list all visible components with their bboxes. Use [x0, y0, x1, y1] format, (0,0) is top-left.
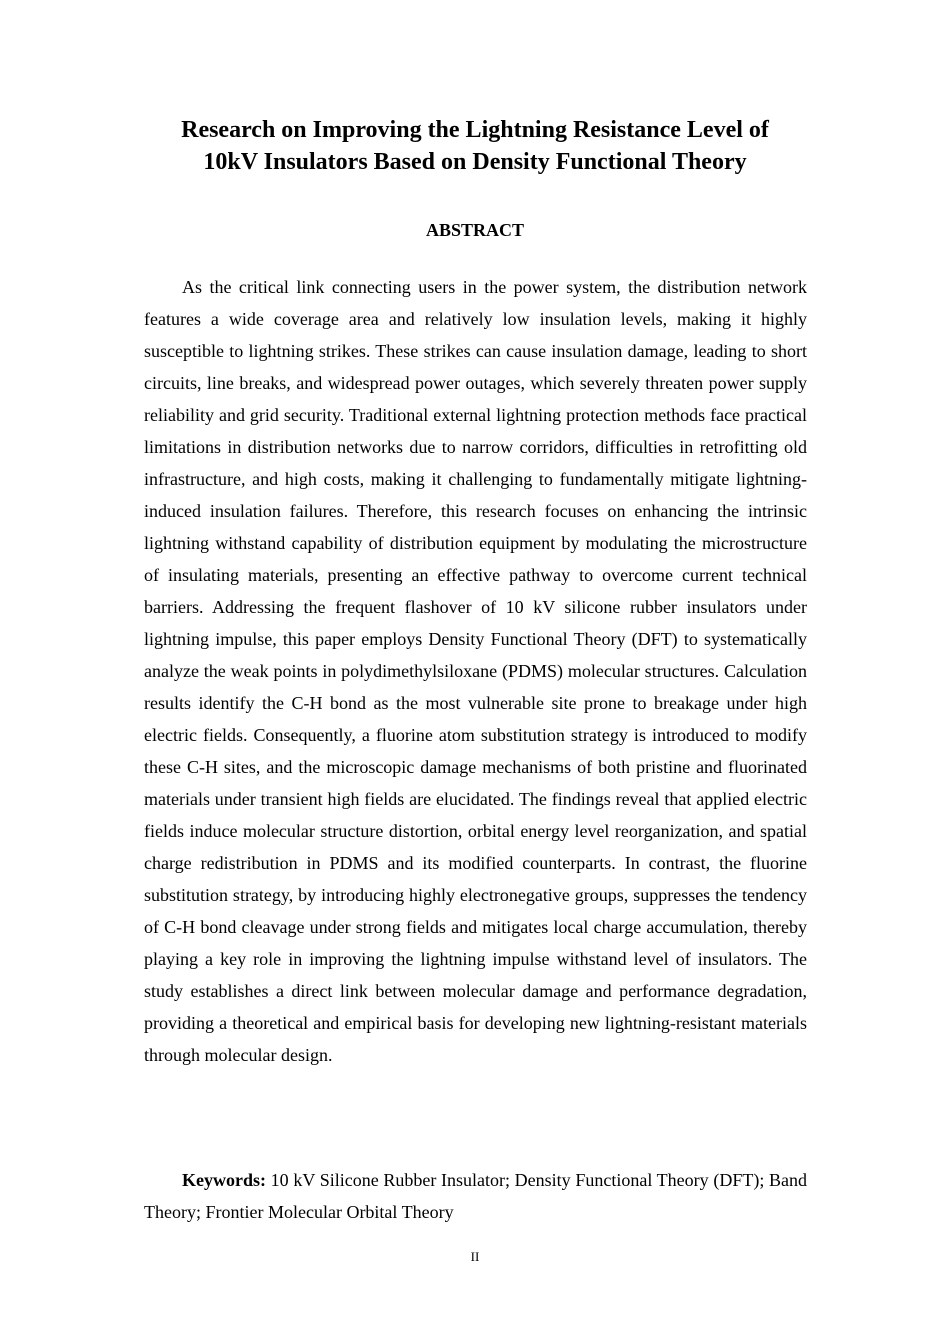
- abstract-paragraph: As the critical link connecting users in the power system, the distribution network features a wide coverage area and relatively low insulation levels, making it highly susceptible to lightning strikes. These strikes can cause insulation damage, leading to short circuits, line breaks, and widespread power outages, which severely threaten power supply reliability and grid security. Traditional external lightning protection methods face practical limitations in distribution networks due to narrow corridors, difficulties in retrofitting old infrastructure, and high costs, making it challenging to fundamentally mitigate lightning-induced insulation failures. Therefore, this research focuses on enhancing the intrinsic lightning withstand capability of distribution equipment by modulating the microstructure of insulating materials, presenting an effective pathway to overcome current technical barriers. Addressing the frequent flashover of 10 kV silicone rubber insulators under lightning impulse, this paper employs Density Functional Theory (DFT) to systematically analyze the weak points in polydimethylsiloxane (PDMS) molecular structures. Calculation results identify the C-H bond as the most vulnerable site prone to breakage under high electric fields. Consequently, a fluorine atom substitution strategy is introduced to modify these C-H sites, and the microscopic damage mechanisms of both pristine and fluorinated materials under transient high fields are elucidated. The findings reveal that applied electric fields induce molecular structure distortion, orbital energy level reorganization, and spatial charge redistribution in PDMS and its modified counterparts. In contrast, the fluorine substitution strategy, by introducing highly electronegative groups, suppresses the tendency of C-H bond cleavage under strong fields and mitigates local charge accumulation, thereby playing a key role in improving the lightning impulse withstand level of insulators. The study establishes a direct link between molecular damage and performance degradation, providing a theoretical and empirical basis for developing new lightning-resistant materials through molecular design.: [144, 277, 807, 1065]
- title-line-1: Research on Improving the Lightning Resistance Level of: [181, 117, 769, 143]
- keywords-paragraph: [144, 1164, 807, 1228]
- keywords-text: 10 kV Silicone Rubber Insulator; Density Functional Theory (DFT); Band Theory; Frontier Molecular Orbital Theory: [144, 1170, 807, 1222]
- page-number: II: [470, 1249, 480, 1264]
- keywords-label: Keywords:: [182, 1170, 266, 1190]
- document-title: [120, 114, 830, 178]
- title-line-2: 10kV Insulators Based on Density Functional Theory: [203, 149, 747, 175]
- abstract-heading: ABSTRACT: [425, 220, 525, 240]
